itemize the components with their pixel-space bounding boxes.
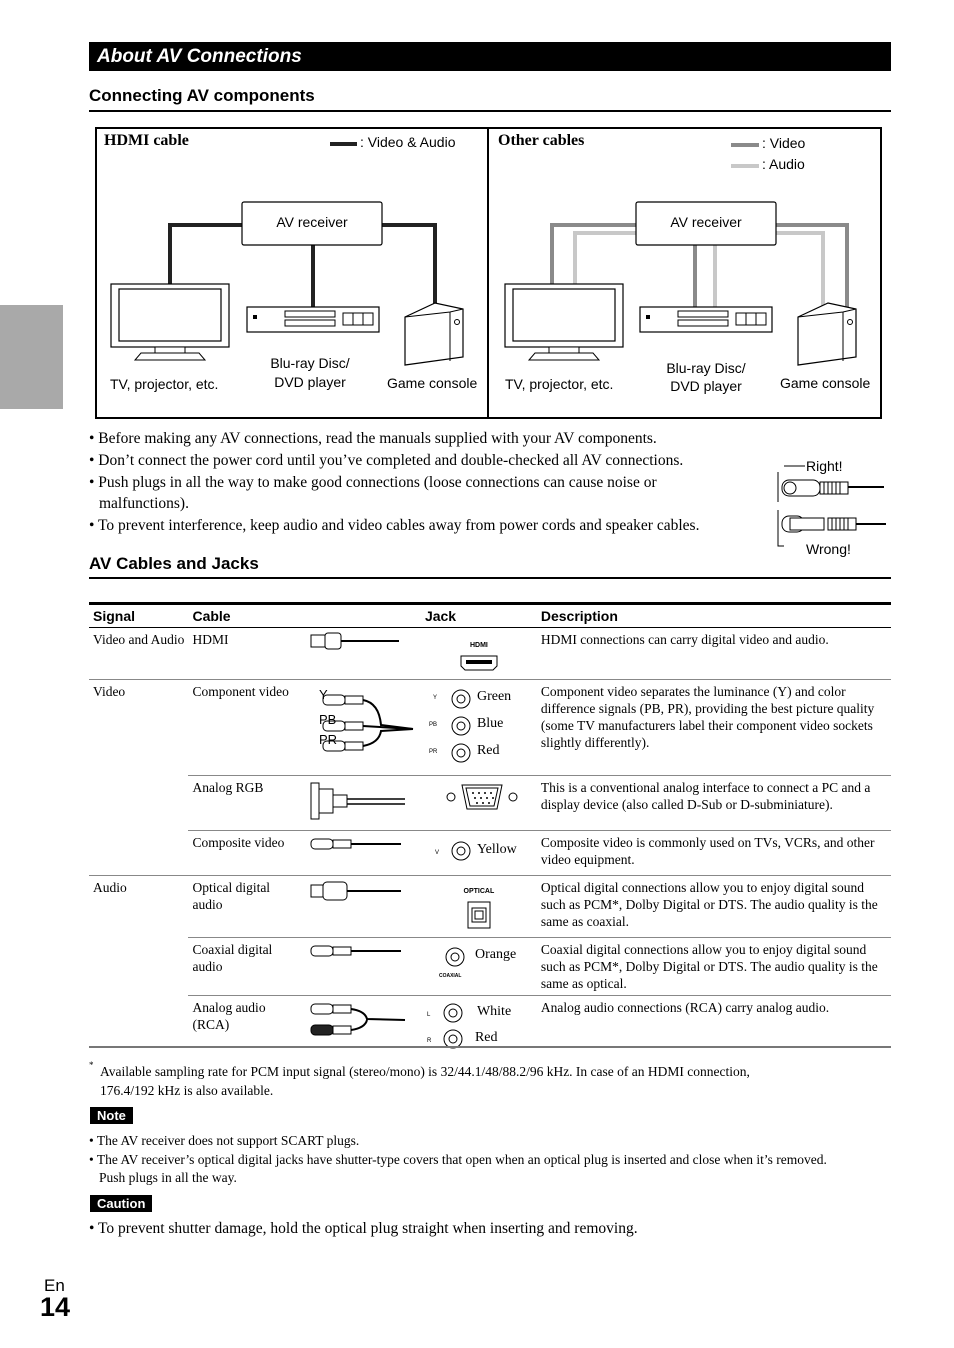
tv-right-icon bbox=[505, 284, 623, 360]
rca-audio-plug-icon bbox=[309, 999, 409, 1039]
dsub-jack-icon bbox=[429, 779, 529, 815]
description-cell: HDMI connections can carry digital video and audio. bbox=[540, 632, 829, 647]
caution-text: • To prevent shutter damage, hold the optical plug straight when inserting and removing. bbox=[89, 1220, 638, 1237]
hdmi-legend-label: : Video & Audio bbox=[360, 134, 456, 150]
table-row bbox=[89, 938, 891, 996]
section-rule bbox=[89, 110, 891, 112]
coaxial-jack-label: COAXIAL bbox=[438, 973, 462, 979]
player-left-label-1: Blu-ray Disc/ bbox=[270, 355, 350, 371]
coaxial-plug-icon bbox=[309, 941, 409, 961]
optical-plug-icon bbox=[309, 879, 409, 903]
page-number: 14 bbox=[40, 1292, 71, 1322]
page-title: About AV Connections bbox=[89, 42, 891, 71]
tv-left-icon bbox=[111, 284, 229, 360]
jack-color-green: Green bbox=[476, 689, 512, 704]
cable-cell: Component video bbox=[188, 680, 305, 776]
description-cell: Coaxial digital connections allow you to enjoy digital sound such as PCM*, Dolby Digital or DTS. The audio quality is the same as optical. bbox=[537, 938, 891, 996]
section-heading-cables: AV Cables and Jacks bbox=[89, 554, 259, 573]
cable-cell: Optical digital audio bbox=[188, 876, 305, 938]
caution-badge: Caution bbox=[90, 1195, 152, 1212]
console-right-label: Game console bbox=[780, 375, 871, 391]
table-row bbox=[89, 680, 891, 776]
cable-cell: Composite video bbox=[188, 831, 305, 876]
component-plug-label-y: Y bbox=[318, 687, 328, 702]
tv-right-label: TV, projector, etc. bbox=[505, 376, 614, 392]
optical-jack-label: OPTICAL bbox=[463, 888, 495, 895]
table-bottom-rule bbox=[89, 1046, 891, 1048]
cable-cell: HDMI bbox=[192, 632, 229, 647]
jack-color-yellow: Yellow bbox=[476, 842, 517, 857]
bullet-4: • To prevent interference, keep audio and video cables away from power cords and speaker cables. bbox=[89, 517, 700, 534]
description-cell: Component video separates the luminance (Y) and color difference signals (PB, PR), providing the best picture quality (some TV manufacturers label their component video sockets slightly differently). bbox=[537, 680, 891, 776]
jack-letter-y: Y bbox=[432, 695, 437, 701]
player-right-label-2: DVD player bbox=[670, 378, 742, 394]
bullet-2: • Don’t connect the power cord until you’ve completed and double-checked all AV connections. bbox=[89, 452, 684, 469]
jack-letter-pb: PB bbox=[428, 722, 437, 728]
component-plug-label-pr: PR bbox=[318, 732, 338, 747]
game-console-right-icon bbox=[798, 303, 856, 365]
component-plug-label-pb: PB bbox=[318, 712, 337, 727]
section-rule-2 bbox=[89, 577, 891, 579]
section-heading-connecting: Connecting AV components bbox=[89, 86, 315, 105]
jack-letter-r: R bbox=[426, 1038, 432, 1044]
signal-cell: Video bbox=[89, 680, 188, 776]
cable-cell: Analog audio (RCA) bbox=[188, 996, 305, 1063]
jack-letter-l: L bbox=[426, 1012, 431, 1018]
jack-color-white: White bbox=[476, 1004, 512, 1019]
footnote-line-1: Available sampling rate for PCM input signal (stereo/mono) is 32/44.1/48/88.2/96 kHz. In case of an HDMI connection, bbox=[100, 1064, 750, 1079]
console-left-label: Game console bbox=[387, 375, 478, 391]
bluray-player-left-icon bbox=[247, 307, 379, 332]
description-cell: Optical digital connections allow you to enjoy digital sound such as PCM*, Dolby Digital or DTS. The audio quality is the same as coaxial. bbox=[537, 876, 891, 938]
video-legend-label: : Video bbox=[762, 135, 806, 151]
hdmi-jack-label: HDMI bbox=[469, 642, 488, 649]
table-row bbox=[89, 776, 891, 831]
cable-cell: Analog RGB bbox=[188, 776, 305, 831]
signal-cell: Audio bbox=[89, 876, 188, 938]
video-cable-right-console bbox=[776, 225, 847, 307]
signal-cell: Video and Audio bbox=[93, 632, 185, 647]
bullet-3-cont: malfunctions). bbox=[99, 495, 189, 512]
col-header-cable: Cable bbox=[188, 604, 305, 628]
wrong-plug-icon bbox=[782, 516, 886, 532]
jack-letter-pr: PR bbox=[428, 749, 438, 755]
jack-color-red-audio: Red bbox=[474, 1030, 498, 1045]
jack-color-blue: Blue bbox=[476, 716, 504, 731]
description-cell: Analog audio connections (RCA) carry analog audio. bbox=[537, 996, 891, 1063]
table-row bbox=[89, 831, 891, 876]
note-badge: Note bbox=[90, 1107, 133, 1124]
other-cables-title: Other cables bbox=[498, 132, 585, 149]
player-right-label-1: Blu-ray Disc/ bbox=[666, 360, 746, 376]
table-row bbox=[89, 876, 891, 938]
plug-right-label: Right! bbox=[806, 458, 843, 474]
rgb-plug-icon bbox=[309, 779, 409, 823]
page-language: En bbox=[44, 1276, 65, 1295]
note-item-1: • The AV receiver does not support SCART plugs. bbox=[89, 1133, 360, 1148]
bullet-1: • Before making any AV connections, read the manuals supplied with your AV components. bbox=[89, 430, 657, 447]
cables-jacks-table bbox=[89, 602, 891, 1062]
col-header-jack: Jack bbox=[421, 604, 537, 628]
chapter-side-tab bbox=[0, 305, 63, 409]
receiver-right-label: AV receiver bbox=[670, 214, 742, 230]
audio-legend-label: : Audio bbox=[762, 156, 805, 172]
table-row bbox=[89, 628, 891, 680]
description-cell: This is a conventional analog interface to connect a PC and a display device (also called D-Sub or D-subminiature). bbox=[537, 776, 891, 831]
tv-left-label: TV, projector, etc. bbox=[110, 376, 219, 392]
bluray-player-right-icon bbox=[640, 307, 772, 332]
table-row bbox=[89, 996, 891, 1063]
jack-letter-v: V bbox=[434, 850, 439, 856]
note-item-2-cont: Push plugs in all the way. bbox=[99, 1170, 237, 1185]
game-console-left-icon bbox=[405, 303, 463, 365]
footnote-line-2: 176.4/192 kHz is also available. bbox=[100, 1083, 274, 1098]
player-left-label-2: DVD player bbox=[274, 374, 346, 390]
hdmi-cable-title: HDMI cable bbox=[104, 132, 189, 149]
cable-cell: Coaxial digital audio bbox=[188, 938, 305, 996]
receiver-left-label: AV receiver bbox=[276, 214, 348, 230]
hdmi-plug-icon bbox=[309, 631, 409, 651]
jack-color-red: Red bbox=[476, 743, 500, 758]
col-header-description: Description bbox=[537, 604, 891, 628]
footnote-mark: * bbox=[89, 1060, 94, 1070]
jack-color-orange: Orange bbox=[474, 947, 517, 962]
optical-jack-icon bbox=[464, 900, 494, 930]
bullet-3: • Push plugs in all the way to make good connections (loose connections can cause noise or bbox=[89, 474, 657, 491]
composite-jack-icon bbox=[425, 834, 485, 868]
audio-cable-right-tv bbox=[575, 233, 636, 287]
col-header-signal: Signal bbox=[89, 604, 188, 628]
note-item-2: • The AV receiver’s optical digital jacks have shutter-type covers that open when an optical plug is inserted and close when it’s removed. bbox=[89, 1152, 827, 1167]
audio-cable-right-console bbox=[776, 233, 823, 307]
correct-plug-icon bbox=[782, 480, 884, 496]
plug-wrong-label: Wrong! bbox=[806, 541, 851, 557]
description-cell: Composite video is commonly used on TVs, VCRs, and other video equipment. bbox=[537, 831, 891, 876]
hdmi-jack-icon bbox=[457, 654, 501, 672]
composite-plug-icon bbox=[309, 834, 409, 854]
